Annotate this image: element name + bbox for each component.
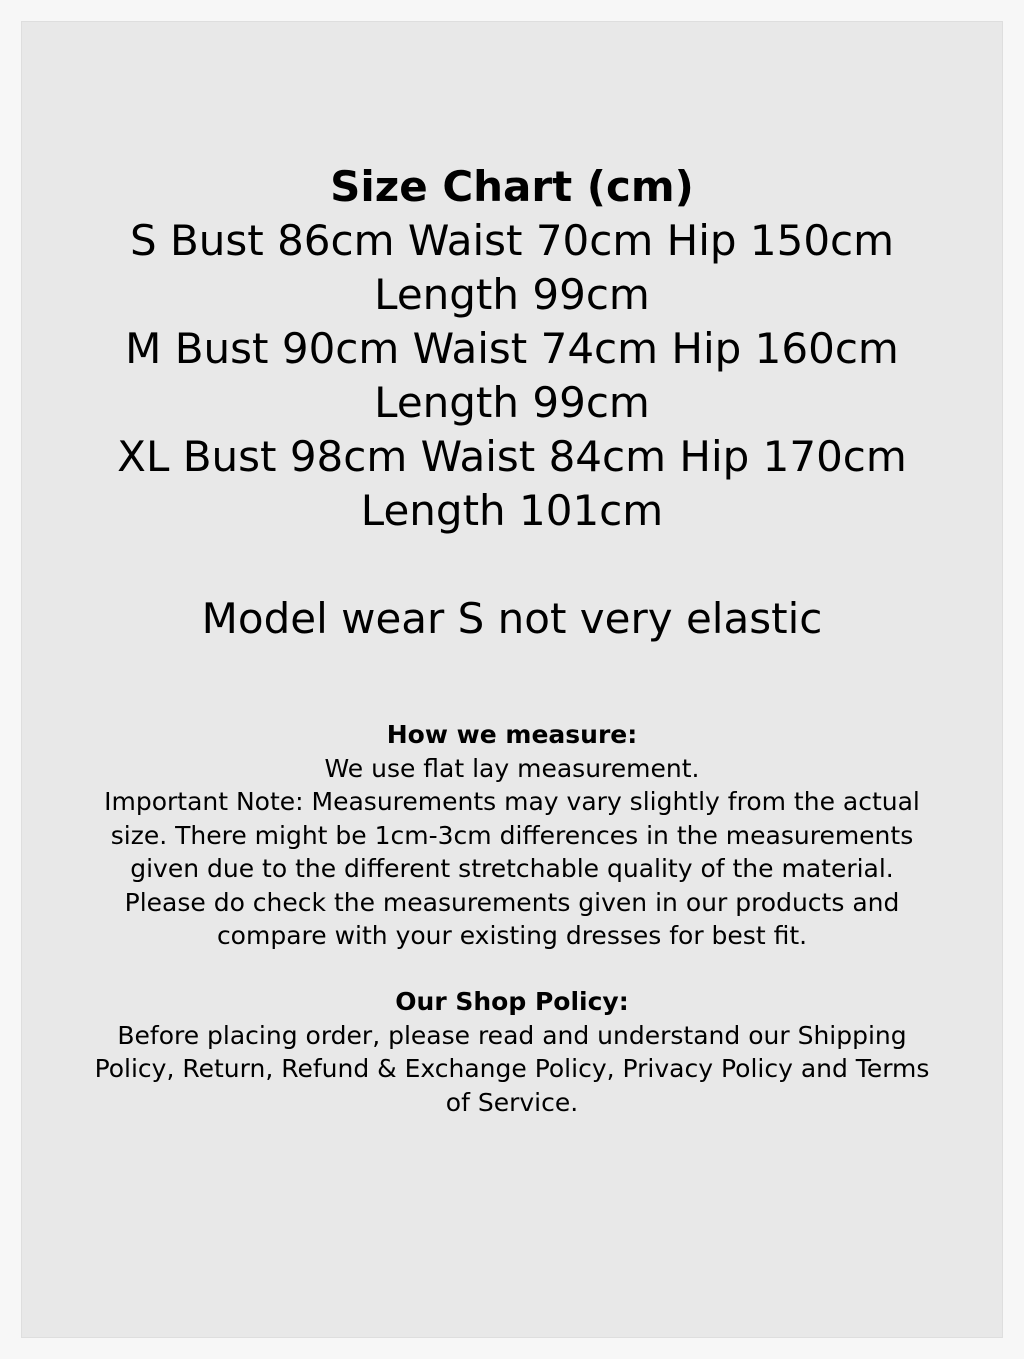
measure-text-line: size. There might be 1cm-3cm differences in the measurements (110, 820, 914, 850)
measure-text-line: Please do check the measurements given in our products and (124, 887, 900, 917)
measure-text-line: compare with your existing dresses for best fit. (216, 921, 808, 950)
how-we-measure-heading: How we measure: (386, 720, 638, 749)
policy-text-line: Policy, Return, Refund & Exchange Policy, Privacy Policy and Terms (94, 1054, 930, 1083)
size-chart-line: Length 101cm (360, 486, 664, 535)
size-chart-line: XL Bust 98cm Waist 84cm Hip 170cm (117, 432, 907, 481)
size-chart-line: Length 99cm (374, 270, 650, 319)
policy-text-line: of Service. (445, 1087, 579, 1117)
size-chart-title: Size Chart (cm) (330, 162, 694, 211)
size-chart-line: M Bust 90cm Waist 74cm Hip 160cm (125, 324, 899, 373)
measure-text-line: Important Note: Measurements may vary slightly from the actual (104, 787, 920, 816)
shop-policy-section (0, 985, 1024, 1119)
shop-policy-heading: Our Shop Policy: (395, 987, 629, 1016)
size-chart-line: Length 99cm (374, 378, 650, 427)
size-chart-section (0, 160, 1024, 538)
policy-text-line: Before placing order, please read and understand our Shipping (117, 1020, 907, 1050)
size-chart-line: S Bust 86cm Waist 70cm Hip 150cm (129, 216, 895, 265)
measure-text-line: We use flat lay measurement. (324, 753, 700, 783)
measure-text-line: given due to the different stretchable quality of the material. (130, 854, 894, 883)
how-we-measure-section (0, 718, 1024, 953)
model-note: Model wear S not very elastic (201, 594, 823, 643)
